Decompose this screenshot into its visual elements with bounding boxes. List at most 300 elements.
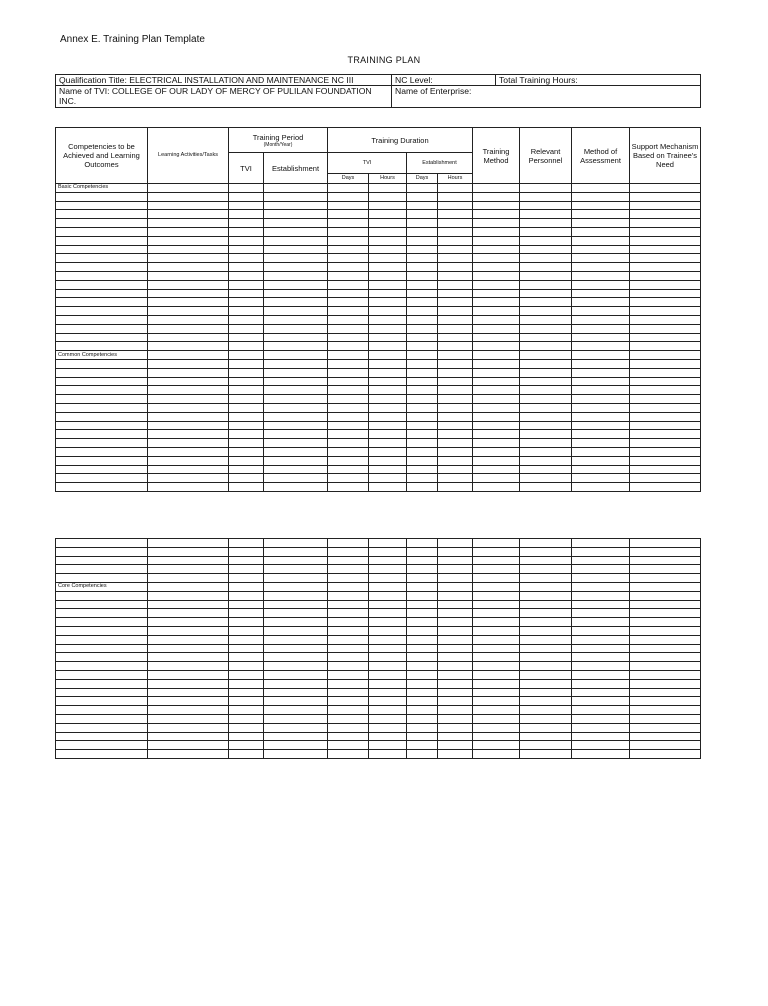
table-cell[interactable] [369,412,407,421]
table-cell[interactable] [473,412,520,421]
table-cell[interactable] [264,307,328,316]
table-cell[interactable] [572,609,630,618]
table-cell[interactable] [520,201,572,210]
table-cell[interactable] [229,342,264,351]
table-cell[interactable] [264,626,328,635]
table-cell[interactable] [407,315,438,324]
table-cell[interactable] [369,697,407,706]
table-cell[interactable] [407,565,438,574]
table-cell[interactable] [264,254,328,263]
table-cell[interactable] [148,679,229,688]
table-cell[interactable] [407,609,438,618]
table-cell[interactable] [473,635,520,644]
table-cell[interactable] [520,421,572,430]
table-cell[interactable] [572,697,630,706]
table-cell[interactable] [630,635,701,644]
table-cell[interactable] [572,210,630,219]
table-cell[interactable] [229,201,264,210]
table-cell[interactable] [630,714,701,723]
table-cell[interactable] [473,591,520,600]
table-cell[interactable] [264,359,328,368]
table-cell[interactable] [520,714,572,723]
table-cell[interactable] [572,556,630,565]
table-cell[interactable] [407,351,438,360]
table-cell[interactable] [56,547,148,556]
table-cell[interactable] [328,271,369,280]
table-cell[interactable] [56,227,148,236]
table-cell[interactable] [369,219,407,228]
table-cell[interactable] [572,386,630,395]
table-cell[interactable] [148,192,229,201]
table-cell[interactable] [264,333,328,342]
table-cell[interactable] [630,377,701,386]
table-cell[interactable] [572,741,630,750]
table-cell[interactable] [520,447,572,456]
table-cell[interactable] [520,236,572,245]
table-cell[interactable] [148,732,229,741]
table-cell[interactable] [369,315,407,324]
table-cell[interactable] [407,245,438,254]
table-cell[interactable] [264,456,328,465]
table-cell[interactable] [630,582,701,591]
table-cell[interactable] [473,377,520,386]
table-cell[interactable] [264,439,328,448]
table-cell[interactable] [473,210,520,219]
table-cell[interactable] [438,456,473,465]
table-cell[interactable] [148,254,229,263]
table-cell[interactable] [473,447,520,456]
table-cell[interactable] [369,565,407,574]
table-cell[interactable] [148,600,229,609]
table-cell[interactable] [473,670,520,679]
table-cell[interactable] [572,750,630,759]
table-cell[interactable] [520,412,572,421]
table-cell[interactable] [520,679,572,688]
table-cell[interactable] [264,377,328,386]
table-cell[interactable] [630,351,701,360]
table-cell[interactable] [520,635,572,644]
table-cell[interactable] [328,670,369,679]
table-cell[interactable] [56,403,148,412]
table-cell[interactable] [56,342,148,351]
table-cell[interactable] [148,456,229,465]
table-cell[interactable] [56,359,148,368]
table-cell[interactable] [229,236,264,245]
table-cell[interactable] [572,653,630,662]
table-cell[interactable] [229,184,264,193]
table-cell[interactable] [56,219,148,228]
table-cell[interactable] [328,474,369,483]
table-cell[interactable] [229,732,264,741]
table-cell[interactable] [473,395,520,404]
table-cell[interactable] [148,227,229,236]
table-cell[interactable] [264,635,328,644]
table-cell[interactable] [229,377,264,386]
table-cell[interactable] [148,644,229,653]
table-cell[interactable] [520,245,572,254]
table-cell[interactable] [438,359,473,368]
table-cell[interactable] [630,706,701,715]
table-cell[interactable] [572,403,630,412]
table-cell[interactable] [229,219,264,228]
table-cell[interactable] [407,688,438,697]
table-cell[interactable] [520,474,572,483]
table-cell[interactable] [473,245,520,254]
table-cell[interactable] [520,351,572,360]
table-cell[interactable] [473,236,520,245]
table-cell[interactable] [264,201,328,210]
table-cell[interactable] [438,254,473,263]
table-cell[interactable] [328,342,369,351]
table-cell[interactable] [369,307,407,316]
table-cell[interactable] [328,644,369,653]
table-cell[interactable] [328,456,369,465]
table-cell[interactable] [229,582,264,591]
table-cell[interactable] [264,582,328,591]
table-cell[interactable] [407,263,438,272]
table-cell[interactable] [572,219,630,228]
table-cell[interactable] [473,662,520,671]
table-cell[interactable] [148,201,229,210]
table-cell[interactable] [407,359,438,368]
table-cell[interactable] [473,582,520,591]
table-cell[interactable] [407,706,438,715]
table-cell[interactable] [328,483,369,492]
table-cell[interactable] [473,574,520,583]
table-cell[interactable] [407,447,438,456]
table-cell[interactable] [369,289,407,298]
table-cell[interactable] [572,600,630,609]
table-cell[interactable] [148,547,229,556]
table-cell[interactable] [264,688,328,697]
table-cell[interactable] [572,298,630,307]
table-cell[interactable] [438,741,473,750]
table-cell[interactable] [229,539,264,548]
table-cell[interactable] [328,430,369,439]
table-cell[interactable] [229,574,264,583]
table-cell[interactable] [473,697,520,706]
table-cell[interactable] [229,395,264,404]
table-cell[interactable] [369,333,407,342]
table-cell[interactable] [369,245,407,254]
table-cell[interactable] [572,315,630,324]
table-cell[interactable] [520,263,572,272]
table-cell[interactable] [438,271,473,280]
table-cell[interactable] [229,289,264,298]
table-cell[interactable] [148,403,229,412]
table-cell[interactable] [473,430,520,439]
table-cell[interactable] [56,377,148,386]
table-cell[interactable] [369,483,407,492]
table-cell[interactable] [264,741,328,750]
table-cell[interactable] [264,600,328,609]
table-cell[interactable] [229,403,264,412]
table-cell[interactable] [148,298,229,307]
table-cell[interactable] [148,315,229,324]
table-cell[interactable] [229,653,264,662]
table-cell[interactable] [328,714,369,723]
table-cell[interactable] [438,609,473,618]
table-cell[interactable] [407,201,438,210]
table-cell[interactable] [369,688,407,697]
table-cell[interactable] [630,201,701,210]
table-cell[interactable] [520,298,572,307]
table-cell[interactable] [56,395,148,404]
table-cell[interactable] [473,386,520,395]
table-cell[interactable] [264,474,328,483]
table-cell[interactable] [369,706,407,715]
table-cell[interactable] [328,351,369,360]
table-cell[interactable] [407,236,438,245]
table-cell[interactable] [520,289,572,298]
table-cell[interactable] [572,351,630,360]
table-cell[interactable] [572,447,630,456]
table-cell[interactable] [630,447,701,456]
table-cell[interactable] [407,184,438,193]
table-cell[interactable] [369,679,407,688]
table-cell[interactable] [572,377,630,386]
table-cell[interactable] [56,591,148,600]
table-cell[interactable] [229,706,264,715]
table-cell[interactable] [630,430,701,439]
table-cell[interactable] [520,210,572,219]
table-cell[interactable] [473,289,520,298]
table-cell[interactable] [438,315,473,324]
table-cell[interactable] [328,359,369,368]
table-cell[interactable] [520,430,572,439]
table-cell[interactable] [148,430,229,439]
table-cell[interactable] [630,210,701,219]
table-cell[interactable] [407,298,438,307]
table-cell[interactable] [438,421,473,430]
table-cell[interactable] [56,465,148,474]
table-cell[interactable] [56,447,148,456]
table-cell[interactable] [473,254,520,263]
table-cell[interactable] [148,263,229,272]
table-cell[interactable] [572,591,630,600]
table-cell[interactable] [56,430,148,439]
table-cell[interactable] [328,245,369,254]
table-cell[interactable] [630,679,701,688]
table-cell[interactable] [369,591,407,600]
table-cell[interactable] [229,439,264,448]
table-cell[interactable] [407,653,438,662]
table-cell[interactable] [148,421,229,430]
table-cell[interactable] [264,412,328,421]
table-cell[interactable] [407,474,438,483]
table-cell[interactable] [630,556,701,565]
table-cell[interactable] [438,547,473,556]
table-cell[interactable] [229,192,264,201]
table-cell[interactable] [630,574,701,583]
table-cell[interactable] [229,324,264,333]
table-cell[interactable] [369,609,407,618]
table-cell[interactable] [438,377,473,386]
table-cell[interactable] [630,368,701,377]
table-cell[interactable] [407,483,438,492]
table-cell[interactable] [229,245,264,254]
table-cell[interactable] [148,439,229,448]
table-cell[interactable] [148,741,229,750]
table-cell[interactable] [229,465,264,474]
table-cell[interactable] [630,227,701,236]
table-cell[interactable] [369,439,407,448]
table-cell[interactable] [56,192,148,201]
table-cell[interactable] [229,547,264,556]
table-cell[interactable] [473,456,520,465]
table-cell[interactable] [56,732,148,741]
table-cell[interactable] [148,574,229,583]
table-cell[interactable] [630,307,701,316]
table-cell[interactable] [328,582,369,591]
table-cell[interactable] [407,635,438,644]
table-cell[interactable] [229,741,264,750]
table-cell[interactable] [473,750,520,759]
table-cell[interactable] [572,324,630,333]
table-cell[interactable] [438,626,473,635]
table-cell[interactable] [229,351,264,360]
table-cell[interactable] [264,184,328,193]
table-cell[interactable] [264,653,328,662]
table-cell[interactable] [520,618,572,627]
table-cell[interactable] [438,403,473,412]
table-cell[interactable] [264,697,328,706]
table-cell[interactable] [369,644,407,653]
table-cell[interactable] [229,359,264,368]
table-cell[interactable] [56,741,148,750]
table-cell[interactable] [438,351,473,360]
table-cell[interactable] [520,697,572,706]
table-cell[interactable] [473,465,520,474]
table-cell[interactable] [473,732,520,741]
table-cell[interactable] [630,254,701,263]
table-cell[interactable] [369,662,407,671]
table-cell[interactable] [630,403,701,412]
table-cell[interactable] [328,447,369,456]
table-cell[interactable] [630,662,701,671]
table-cell[interactable] [630,723,701,732]
table-cell[interactable] [369,377,407,386]
table-cell[interactable] [229,280,264,289]
table-cell[interactable] [369,263,407,272]
table-cell[interactable] [264,395,328,404]
table-cell[interactable] [473,706,520,715]
table-cell[interactable] [407,271,438,280]
table-cell[interactable] [264,342,328,351]
table-cell[interactable] [407,714,438,723]
table-cell[interactable] [264,465,328,474]
table-cell[interactable] [407,289,438,298]
table-cell[interactable] [148,280,229,289]
table-cell[interactable] [328,723,369,732]
table-cell[interactable] [369,600,407,609]
table-cell[interactable] [229,210,264,219]
table-cell[interactable] [229,556,264,565]
table-cell[interactable] [572,539,630,548]
table-cell[interactable] [572,342,630,351]
table-cell[interactable] [520,600,572,609]
table-cell[interactable] [407,456,438,465]
table-cell[interactable] [229,368,264,377]
table-cell[interactable] [229,263,264,272]
table-cell[interactable] [407,732,438,741]
table-cell[interactable] [572,732,630,741]
table-cell[interactable] [56,539,148,548]
table-cell[interactable] [148,324,229,333]
table-cell[interactable] [473,403,520,412]
table-cell[interactable] [148,714,229,723]
table-cell[interactable] [369,539,407,548]
table-cell[interactable] [369,618,407,627]
table-cell[interactable] [520,307,572,316]
table-cell[interactable] [473,565,520,574]
table-cell[interactable] [572,574,630,583]
table-cell[interactable] [630,539,701,548]
table-cell[interactable] [369,298,407,307]
table-cell[interactable] [148,474,229,483]
table-cell[interactable] [328,662,369,671]
table-cell[interactable] [630,315,701,324]
table-cell[interactable] [148,412,229,421]
table-cell[interactable] [328,565,369,574]
table-cell[interactable] [438,307,473,316]
table-cell[interactable] [148,386,229,395]
table-cell[interactable] [328,732,369,741]
table-cell[interactable] [520,662,572,671]
table-cell[interactable] [438,236,473,245]
table-cell[interactable] [264,386,328,395]
table-cell[interactable] [630,741,701,750]
table-cell[interactable] [56,679,148,688]
table-cell[interactable] [407,574,438,583]
table-cell[interactable] [328,741,369,750]
table-cell[interactable] [328,679,369,688]
table-cell[interactable] [328,201,369,210]
table-cell[interactable] [56,750,148,759]
table-cell[interactable] [264,447,328,456]
table-cell[interactable] [407,210,438,219]
table-cell[interactable] [407,324,438,333]
table-cell[interactable] [473,227,520,236]
table-cell[interactable] [328,184,369,193]
table-cell[interactable] [328,591,369,600]
table-cell[interactable] [369,465,407,474]
table-cell[interactable] [630,439,701,448]
table-cell[interactable] [520,439,572,448]
table-cell[interactable] [572,333,630,342]
table-cell[interactable] [407,539,438,548]
table-cell[interactable] [473,421,520,430]
table-cell[interactable] [328,688,369,697]
table-cell[interactable] [148,307,229,316]
table-cell[interactable] [520,368,572,377]
table-cell[interactable] [56,333,148,342]
table-cell[interactable] [369,723,407,732]
table-cell[interactable] [438,600,473,609]
table-cell[interactable] [264,263,328,272]
table-cell[interactable] [520,723,572,732]
table-cell[interactable] [264,210,328,219]
table-cell[interactable] [148,626,229,635]
table-cell[interactable] [438,210,473,219]
table-cell[interactable] [572,644,630,653]
table-cell[interactable] [520,609,572,618]
table-cell[interactable] [407,219,438,228]
table-cell[interactable] [630,697,701,706]
table-cell[interactable] [264,236,328,245]
table-cell[interactable] [148,653,229,662]
table-cell[interactable] [473,714,520,723]
